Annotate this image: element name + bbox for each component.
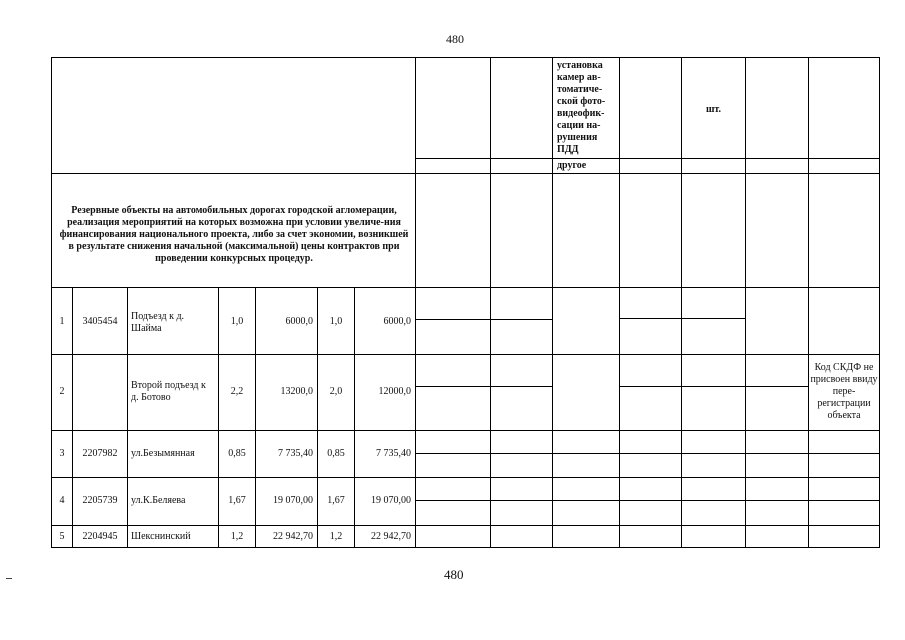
table-border-right xyxy=(879,57,880,548)
road-code: 3405454 xyxy=(82,316,118,327)
sub-row-line xyxy=(415,386,552,387)
col-separator xyxy=(681,57,682,548)
road-name: ул.К.Беляева xyxy=(131,495,186,506)
note-cell: Код СКДФ не присвоен ввиду пере-регистрации объекта xyxy=(810,362,878,421)
road-code: 2204945 xyxy=(82,531,118,542)
sub-row-line xyxy=(415,319,552,320)
col-separator xyxy=(127,287,128,548)
row-number: 1 xyxy=(59,316,65,327)
cost-fact: 22 942,70 xyxy=(371,531,411,542)
road-code: 2205739 xyxy=(82,495,118,506)
length-plan: 1,0 xyxy=(230,316,244,327)
scan-artifact xyxy=(6,578,12,579)
sub-row-line xyxy=(619,318,745,319)
length-fact: 1,2 xyxy=(329,531,343,542)
sub-row-line xyxy=(415,453,880,454)
reserve-section-title: Резервные объекты на автомобильных дорогах городской агломерации, реализация мероприятий на которых возможна при условии увеличе-ния финансирования национального проекта, либо за счет экономии, возникшей в результате снижения начальной (максимальной) цены контрактов при проведении конкурсных процедур. xyxy=(59,205,409,264)
header-other-cell: другое xyxy=(557,160,587,171)
cost-plan: 13200,0 xyxy=(280,386,313,397)
length-plan: 0,85 xyxy=(228,448,246,459)
cost-fact: 7 735,40 xyxy=(376,448,411,459)
cost-fact: 19 070,00 xyxy=(371,495,411,506)
row-separator xyxy=(51,354,880,355)
cost-plan: 19 070,00 xyxy=(273,495,313,506)
row-separator xyxy=(51,173,880,174)
table-border-bottom xyxy=(51,547,880,548)
col-separator xyxy=(808,57,809,548)
cost-plan: 7 735,40 xyxy=(278,448,313,459)
col-separator xyxy=(415,57,416,548)
header-unit-cell: шт. xyxy=(705,104,722,115)
row-number: 5 xyxy=(59,531,65,542)
road-name: Подъезд к д. Шайма xyxy=(131,311,185,334)
row-separator xyxy=(51,525,880,526)
cost-plan: 6000,0 xyxy=(285,316,313,327)
row-number: 3 xyxy=(59,448,65,459)
road-name: Второй подъезд к д. Ботово xyxy=(131,380,206,403)
length-fact: 0,85 xyxy=(327,448,345,459)
col-separator xyxy=(745,57,746,548)
page-number-top: 480 xyxy=(446,32,464,46)
page-number-bottom: 480 xyxy=(444,567,464,582)
table-border-left xyxy=(51,57,52,548)
length-plan: 1,67 xyxy=(228,495,246,506)
col-separator xyxy=(490,57,491,548)
length-plan: 1,2 xyxy=(230,531,244,542)
cost-plan: 22 942,70 xyxy=(273,531,313,542)
sub-row-line xyxy=(415,500,880,501)
sub-row-line xyxy=(415,158,880,159)
road-name: Шекснинский xyxy=(131,531,191,542)
row-number: 2 xyxy=(59,386,65,397)
row-separator xyxy=(51,287,880,288)
row-separator xyxy=(51,430,880,431)
cost-fact: 6000,0 xyxy=(383,316,411,327)
row-number: 4 xyxy=(59,495,65,506)
cost-fact: 12000,0 xyxy=(378,386,411,397)
row-separator xyxy=(51,477,880,478)
length-fact: 1,67 xyxy=(327,495,345,506)
col-separator xyxy=(619,57,620,548)
length-plan: 2,2 xyxy=(230,386,244,397)
length-fact: 1,0 xyxy=(329,316,343,327)
header-measure-cell: установка камер ав-томатиче-ской фото-видеофик-сации на-рушения ПДД xyxy=(557,60,606,155)
road-name: ул.Безымянная xyxy=(131,448,195,459)
road-code: 2207982 xyxy=(82,448,118,459)
sub-row-line xyxy=(619,386,808,387)
table-border-top xyxy=(51,57,880,58)
length-fact: 2,0 xyxy=(329,386,343,397)
col-separator xyxy=(552,57,553,548)
